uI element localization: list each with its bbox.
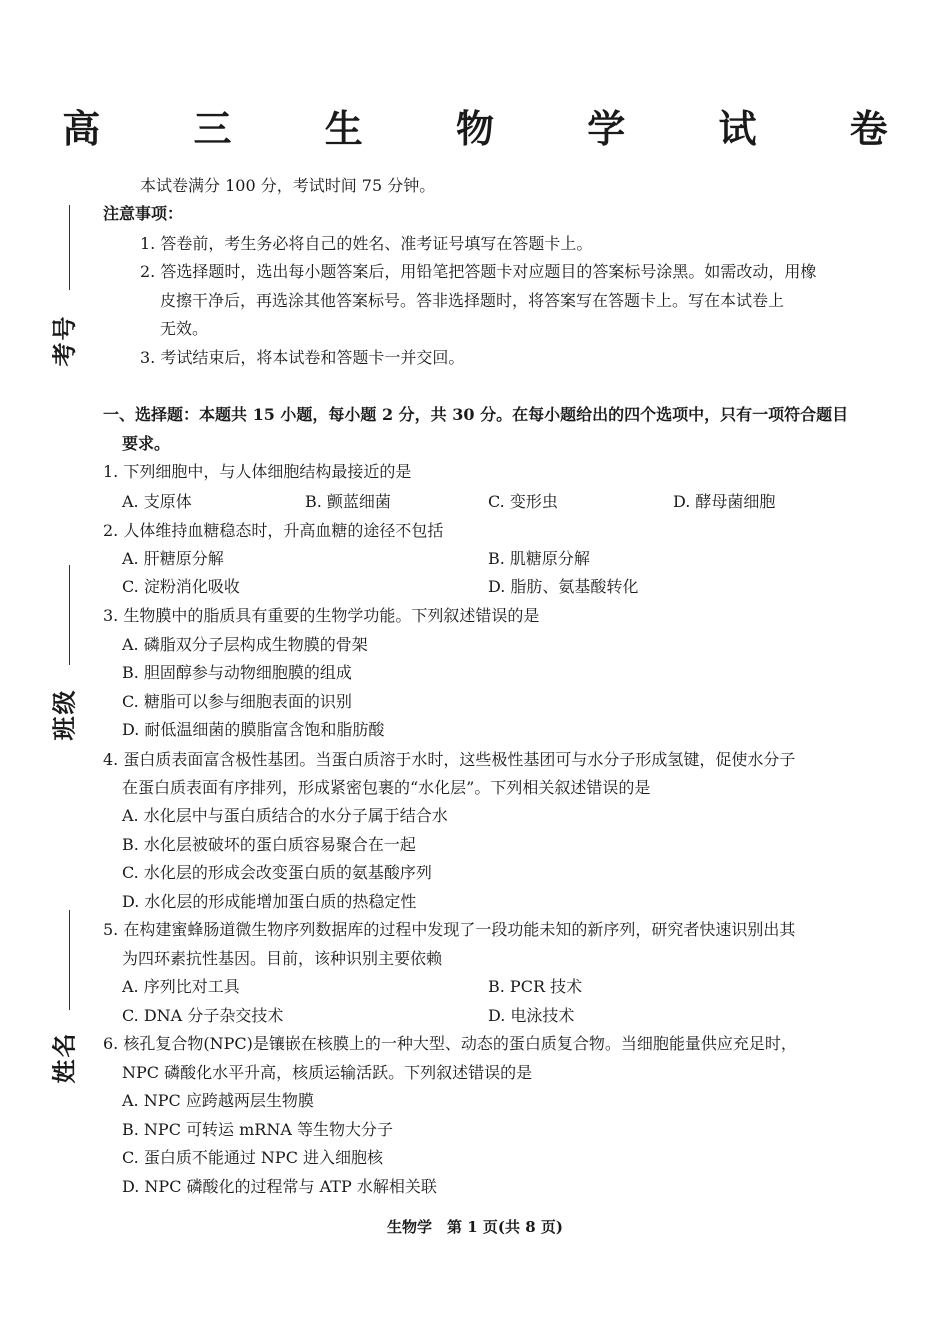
q4-option-b: B. 水化层被破坏的蛋白质容易聚合在一起 <box>122 835 416 854</box>
q5-option-b: B. PCR 技术 <box>488 977 583 996</box>
q3-option-b: B. 胆固醇参与动物细胞膜的组成 <box>122 663 352 682</box>
notice-item-3: 3. 考试结束后，将本试卷和答题卡一并交回。 <box>140 348 465 367</box>
exam-no-label: 考号 <box>50 314 79 367</box>
q1-option-a: A. 支原体 <box>122 492 192 511</box>
q4-option-d: D. 水化层的形成能增加蛋白质的热稳定性 <box>122 892 417 911</box>
q1-option-d: D. 酵母菌细胞 <box>673 492 776 511</box>
section-heading-line1: 一、选择题：本题共 15 小题，每小题 2 分，共 30 分。在每小题给出的四个选项中，只有一项符合题目 <box>103 405 849 424</box>
exam-intro: 本试卷满分 100 分，考试时间 75 分钟。 <box>140 176 436 195</box>
q6-option-c: C. 蛋白质不能通过 NPC 进入细胞核 <box>122 1148 384 1167</box>
q1-option-c: C. 变形虫 <box>488 492 558 511</box>
q3-option-c: C. 糖脂可以参与细胞表面的识别 <box>122 692 352 711</box>
q4-option-c: C. 水化层的形成会改变蛋白质的氨基酸序列 <box>122 863 432 882</box>
name-line <box>69 910 70 1010</box>
notice-heading: 注意事项： <box>103 204 184 223</box>
q1-option-b: B. 颤蓝细菌 <box>305 492 391 511</box>
q4-stem-line1: 4. 蛋白质表面富含极性基团。当蛋白质溶于水时，这些极性基团可与水分子形成氢键，促使水分子 <box>103 750 796 769</box>
q5-stem-line2: 为四环素抗性基因。目前，该种识别主要依赖 <box>122 949 443 968</box>
q3-option-d: D. 耐低温细菌的膜脂富含饱和脂肪酸 <box>122 720 385 739</box>
q5-option-d: D. 电泳技术 <box>488 1006 575 1025</box>
page-title: 高 三 生 物 学 试 卷 <box>62 106 928 151</box>
q4-stem-line2: 在蛋白质表面有序排列，形成紧密包裹的“水化层”。下列相关叙述错误的是 <box>122 778 651 797</box>
q6-option-b: B. NPC 可转运 mRNA 等生物大分子 <box>122 1120 393 1139</box>
q2-option-b: B. 肌糖原分解 <box>488 549 590 568</box>
q3-option-a: A. 磷脂双分子层构成生物膜的骨架 <box>122 635 368 654</box>
q2-option-d: D. 脂肪、氨基酸转化 <box>488 577 639 596</box>
class-label: 班级 <box>50 688 79 741</box>
q5-option-c: C. DNA 分子杂交技术 <box>122 1006 284 1025</box>
q2-stem: 2. 人体维持血糖稳态时，升高血糖的途径不包括 <box>103 521 444 540</box>
notice-item-2-line1: 2. 答选择题时，选出每小题答案后，用铅笔把答题卡对应题目的答案标号涂黑。如需改动，用橡 <box>140 262 817 281</box>
exam-no-line <box>69 205 70 290</box>
q3-stem: 3. 生物膜中的脂质具有重要的生物学功能。下列叙述错误的是 <box>103 606 540 625</box>
q5-option-a: A. 序列比对工具 <box>122 977 240 996</box>
q6-stem-line1: 6. 核孔复合物(NPC)是镶嵌在核膜上的一种大型、动态的蛋白质复合物。当细胞能量供应充足时， <box>103 1034 797 1053</box>
name-label: 姓名 <box>50 1031 79 1084</box>
q2-option-a: A. 肝糖原分解 <box>122 549 224 568</box>
notice-item-2-line2: 皮擦干净后，再选涂其他答案标号。答非选择题时，将答案写在答题卡上。写在本试卷上 <box>160 291 785 310</box>
notice-item-1: 1. 答卷前，考生务必将自己的姓名、准考证号填写在答题卡上。 <box>140 234 593 253</box>
class-line <box>69 565 70 665</box>
q2-option-c: C. 淀粉消化吸收 <box>122 577 240 596</box>
section-heading-line2: 要求。 <box>122 434 171 453</box>
q6-option-d: D. NPC 磷酸化的过程常与 ATP 水解相关联 <box>122 1177 437 1196</box>
q4-option-a: A. 水化层中与蛋白质结合的水分子属于结合水 <box>122 806 448 825</box>
notice-item-2-line3: 无效。 <box>160 319 209 338</box>
q5-stem-line1: 5. 在构建蜜蜂肠道微生物序列数据库的过程中发现了一段功能未知的新序列，研究者快速识别出其 <box>103 920 796 939</box>
q6-stem-line2: NPC 磷酸化水平升高，核质运输活跃。下列叙述错误的是 <box>122 1063 533 1082</box>
q1-stem: 1. 下列细胞中，与人体细胞结构最接近的是 <box>103 462 412 481</box>
page-footer: 生物学 第 1 页(共 8 页) <box>387 1218 563 1236</box>
q6-option-a: A. NPC 应跨越两层生物膜 <box>122 1091 314 1110</box>
